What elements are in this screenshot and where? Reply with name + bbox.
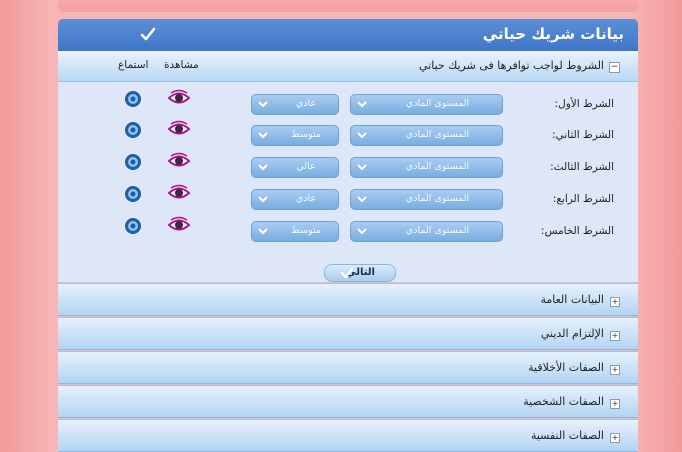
condition-type-select[interactable] <box>350 157 503 178</box>
condition-level-select[interactable] <box>251 157 339 178</box>
condition-level-select[interactable] <box>251 125 339 146</box>
condition-row <box>58 189 638 211</box>
select-value: عادي <box>295 98 317 109</box>
top-strip <box>58 0 638 12</box>
chevron-down-icon <box>258 99 268 109</box>
select-value: عالي <box>296 161 316 172</box>
expand-icon[interactable]: + <box>611 365 619 374</box>
chevron-down-icon <box>357 99 367 109</box>
check-icon <box>341 267 353 279</box>
ear-icon[interactable] <box>124 90 142 108</box>
column-view-label: مشاهدة <box>164 59 199 71</box>
section-title: الإلتزام الديني <box>540 327 604 340</box>
chevron-down-icon <box>258 130 268 140</box>
condition-row <box>58 221 638 243</box>
condition-row <box>58 157 638 179</box>
section-title: الصفات الأخلاقية <box>528 361 604 374</box>
ear-icon[interactable] <box>124 217 142 235</box>
section-personal-traits[interactable] <box>58 385 638 418</box>
select-value: المستوى المادي <box>405 161 470 172</box>
select-value: متوسط <box>291 129 321 140</box>
condition-label: الشرط الثاني: <box>551 129 614 141</box>
chevron-down-icon <box>258 226 268 236</box>
section-psychological-traits[interactable] <box>58 419 638 452</box>
section-moral-traits[interactable] <box>58 351 638 384</box>
condition-row <box>58 94 638 116</box>
section-title: البيانات العامة <box>540 293 604 306</box>
next-button[interactable] <box>324 264 396 282</box>
next-button-label: التالي <box>346 267 375 278</box>
expand-icon[interactable]: + <box>611 331 619 340</box>
ear-icon[interactable] <box>124 153 142 171</box>
eye-icon[interactable] <box>168 89 190 107</box>
chevron-down-icon <box>258 162 268 172</box>
condition-label: الشرط الخامس: <box>541 225 614 237</box>
condition-type-select[interactable] <box>350 189 503 210</box>
expand-icon[interactable]: + <box>611 433 619 442</box>
select-value: المستوى المادي <box>405 98 470 109</box>
chevron-down-icon <box>357 162 367 172</box>
condition-label: الشرط الأول: <box>554 98 614 110</box>
partner-data-panel <box>58 19 638 282</box>
panel-title: بيانات شريك حياتي <box>482 25 624 43</box>
chevron-down-icon <box>357 130 367 140</box>
chevron-down-icon <box>357 194 367 204</box>
conditions-subheader[interactable] <box>58 51 638 82</box>
section-general-info[interactable] <box>58 283 638 316</box>
collapse-icon[interactable]: − <box>610 62 619 72</box>
conditions-list <box>58 82 638 282</box>
condition-row <box>58 125 638 147</box>
condition-type-select[interactable] <box>350 94 503 115</box>
select-value: عادي <box>295 193 317 204</box>
chevron-down-icon <box>258 194 268 204</box>
condition-level-select[interactable] <box>251 221 339 242</box>
select-value: متوسط <box>291 225 321 236</box>
check-icon[interactable] <box>140 26 156 42</box>
select-value: المستوى المادي <box>405 129 470 140</box>
eye-icon[interactable] <box>168 152 190 170</box>
eye-icon[interactable] <box>168 120 190 138</box>
eye-icon[interactable] <box>168 184 190 202</box>
select-value: المستوى المادي <box>405 193 470 204</box>
conditions-title: الشروط لواجب توافرها فى شريك حياتي <box>419 59 604 72</box>
condition-type-select[interactable] <box>350 221 503 242</box>
expand-icon[interactable]: + <box>611 297 619 306</box>
expand-icon[interactable]: + <box>611 399 619 408</box>
select-value: المستوى المادي <box>405 225 470 236</box>
section-title: الصفات الشخصية <box>523 395 604 408</box>
condition-label: الشرط الثالث: <box>550 161 614 173</box>
eye-icon[interactable] <box>168 216 190 234</box>
panel-header <box>58 19 638 51</box>
section-title: الصفات النفسية <box>530 429 604 442</box>
condition-type-select[interactable] <box>350 125 503 146</box>
column-listen-label: استماع <box>118 59 149 71</box>
condition-level-select[interactable] <box>251 189 339 210</box>
ear-icon[interactable] <box>124 185 142 203</box>
section-religious-commitment[interactable] <box>58 317 638 350</box>
condition-level-select[interactable] <box>251 94 339 115</box>
ear-icon[interactable] <box>124 121 142 139</box>
condition-label: الشرط الرابع: <box>552 193 614 205</box>
chevron-down-icon <box>357 226 367 236</box>
